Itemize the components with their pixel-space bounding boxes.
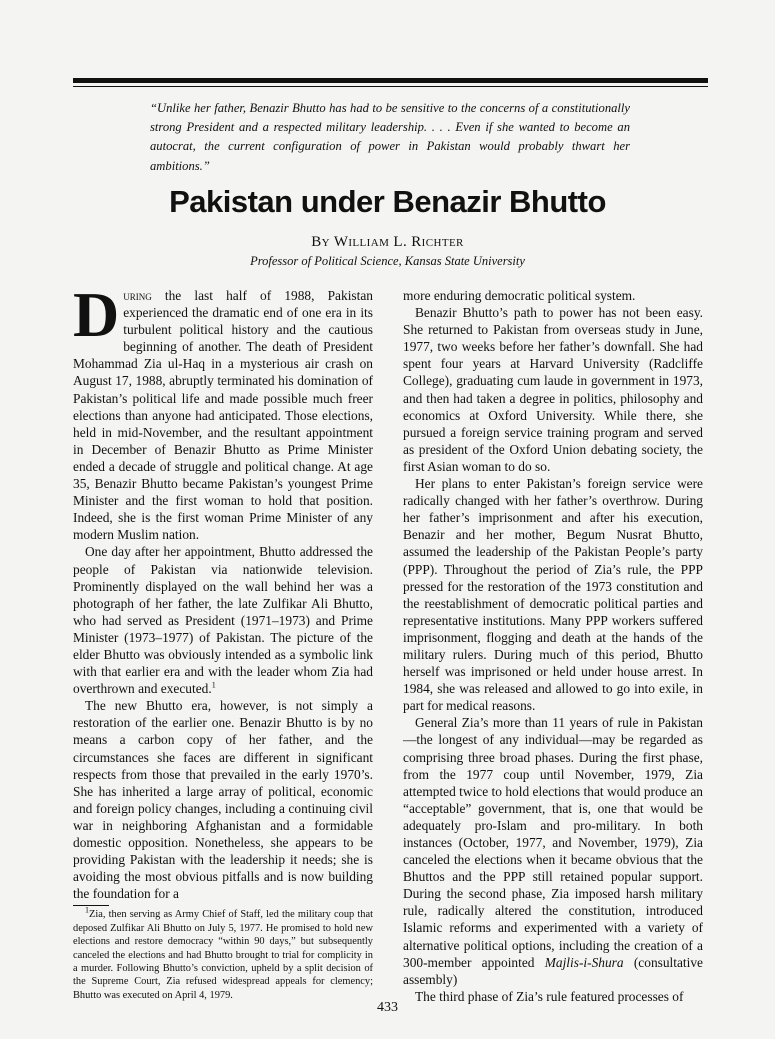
author-byline: By William L. Richter <box>311 234 464 250</box>
author-affiliation: Professor of Political Science, Kansas State University <box>250 254 525 268</box>
left-column <box>73 279 373 1002</box>
footnote <box>73 905 373 1002</box>
paragraph-continuation: more enduring democratic political system. <box>403 288 636 303</box>
footnote-rule <box>73 905 109 906</box>
paragraph-appointment: One day after her appointment, Bhutto addressed the people of Pakistan via nationwide television. Prominently displayed on the wall behind her was a photograph of her father, the late Zulfikar Ali Bhutto, who had served as President (1971–1973) and Prime Minister (1973–1977) of Pakistan. The picture of the elder Bhutto was obviously intended as a symbolic link with that earlier era and with the leader whom Zia had overthrown and executed.$^1$ <box>73 544 373 697</box>
paragraph-path-to-power: Benazir Bhutto’s path to power has not been easy. She returned to Pakistan from overseas study in June, 1977, two weeks before her father’s downfall. She had spent four years at Harvard University (Radcliffe College), graduating cum laude in government in 1973, and then had taken a degree in politics, philosophy and economics at Oxford University. While there, she pursued a foreign service training program and served as president of the Oxford Union debating society, the first Asian woman to do so. <box>403 305 703 474</box>
header-rule-thin <box>73 86 708 87</box>
footnote-mark: 1 <box>85 905 89 915</box>
header-rule-thick <box>73 78 708 83</box>
page-number: 433 <box>377 1000 398 1015</box>
paragraph-intro <box>73 279 373 543</box>
paragraph-new-era: The new Bhutto era, however, is not simply a restoration of the earlier one. Benazir Bhutto is by no means a carbon copy of her father, and the circumstances she faces are different in significant respects from those that prevailed in the early 1970’s. She has inherited a large array of political, economic and foreign policy changes, including a continuing civil war in neighboring Afghanistan and a formidable domestic opposition. Nonetheless, she appears to be providing Pakistan with the leadership it needs; she is avoiding the most obvious pitfalls and is now building the foundation for a <box>73 698 373 902</box>
footnote-text: Zia, then serving as Army Chief of Staff, led the military coup that deposed Zulfikar Ali Bhutto on July 5, 1977. He promised to hold new elections and restore democracy “within 90 days,” but subsequently canceled the elections and had Bhutto brought to trial for complicity in a murder. Following Bhutto’s conviction, upheld by a split decision of the Supreme Court, Zia refused widespread appeals for clemency; Bhutto was executed on April 4, 1979. <box>73 909 373 1001</box>
paragraph-zia-phases: General Zia’s more than 11 years of rule in Pakistan—the longest of any individual—may be regarded as comprising three broad phases. During the first phase, from the 1977 coup until November, 1979, Zia attempted twice to hold elections that would produce an “acceptable” government, that is, one that would be adequately pro-Islam and pro-military. In both instances (October, 1977, and November, 1979), Zia canceled the elections when it became obvious that the Bhuttos and the PPP still retained popular support. During the second phase, Zia imposed harsh military rule, radically altered the constitution, introduced Islamic reforms and experimented with a variety of alternative political options, including the creation of a 300-member appointed Majlis-i-Shura (consultative assembly) <box>403 715 704 987</box>
paragraph-third-phase: The third phase of Zia’s rule featured processes of <box>415 988 684 1004</box>
lead-in-small-caps: uring <box>123 288 152 303</box>
right-column <box>403 287 703 1005</box>
drop-cap: D <box>73 279 120 350</box>
pull-quote: “Unlike her father, Benazir Bhutto has had to be sensitive to the concerns of a constitutionally strong President and a respected military leadership. . . . Even if she wanted to become an autocrat, the current configuration of power in Pakistan would probably thwart her ambitions.” <box>150 101 630 173</box>
italic-term: Majlis-i-Shura <box>544 954 624 970</box>
paragraph-intro-text: the last half of 1988, Pakistan experienced the dramatic end of one era in its turbulent political history and the cautious beginning of another. The death of President Mohammad Zia ul-Haq in a mysterious air crash on August 17, 1988, abruptly terminated his domination of Pakistan’s political life and made possible much freer elections than anyone had anticipated. Those elections, held in mid-November, and the resultant appointment in December of Benazir Bhutto as Prime Minister ended a decade of struggle and political change. At age 35, Benazir Bhutto became Pakistan’s youngest Prime Minister and the first woman to hold that position. Indeed, she is the first woman Prime Minister of any modern Muslim nation. <box>73 288 373 543</box>
paragraph-foreign-service: Her plans to enter Pakistan’s foreign service were radically changed with her father’s overthrow. During her father’s imprisonment and after his execution, Benazir and her mother, Begum Nusrat Bhutto, assumed the leadership of the Pakistan People’s party (PPP). Throughout the period of Zia’s rule, the PPP pressed for the restoration of the 1973 constitution and the reestablishment of democratic political parties and representative institutions. Many PPP workers suffered imprisonment, flogging and death at the hands of the military rulers. During much of this period, Bhutto herself was imprisoned or held under house arrest. In 1984, she was released and allowed to go into exile, in part for medical reasons. <box>403 476 703 714</box>
footnote-reference: 1 <box>211 680 216 690</box>
article-title: Pakistan under Benazir Bhutto <box>169 184 606 219</box>
